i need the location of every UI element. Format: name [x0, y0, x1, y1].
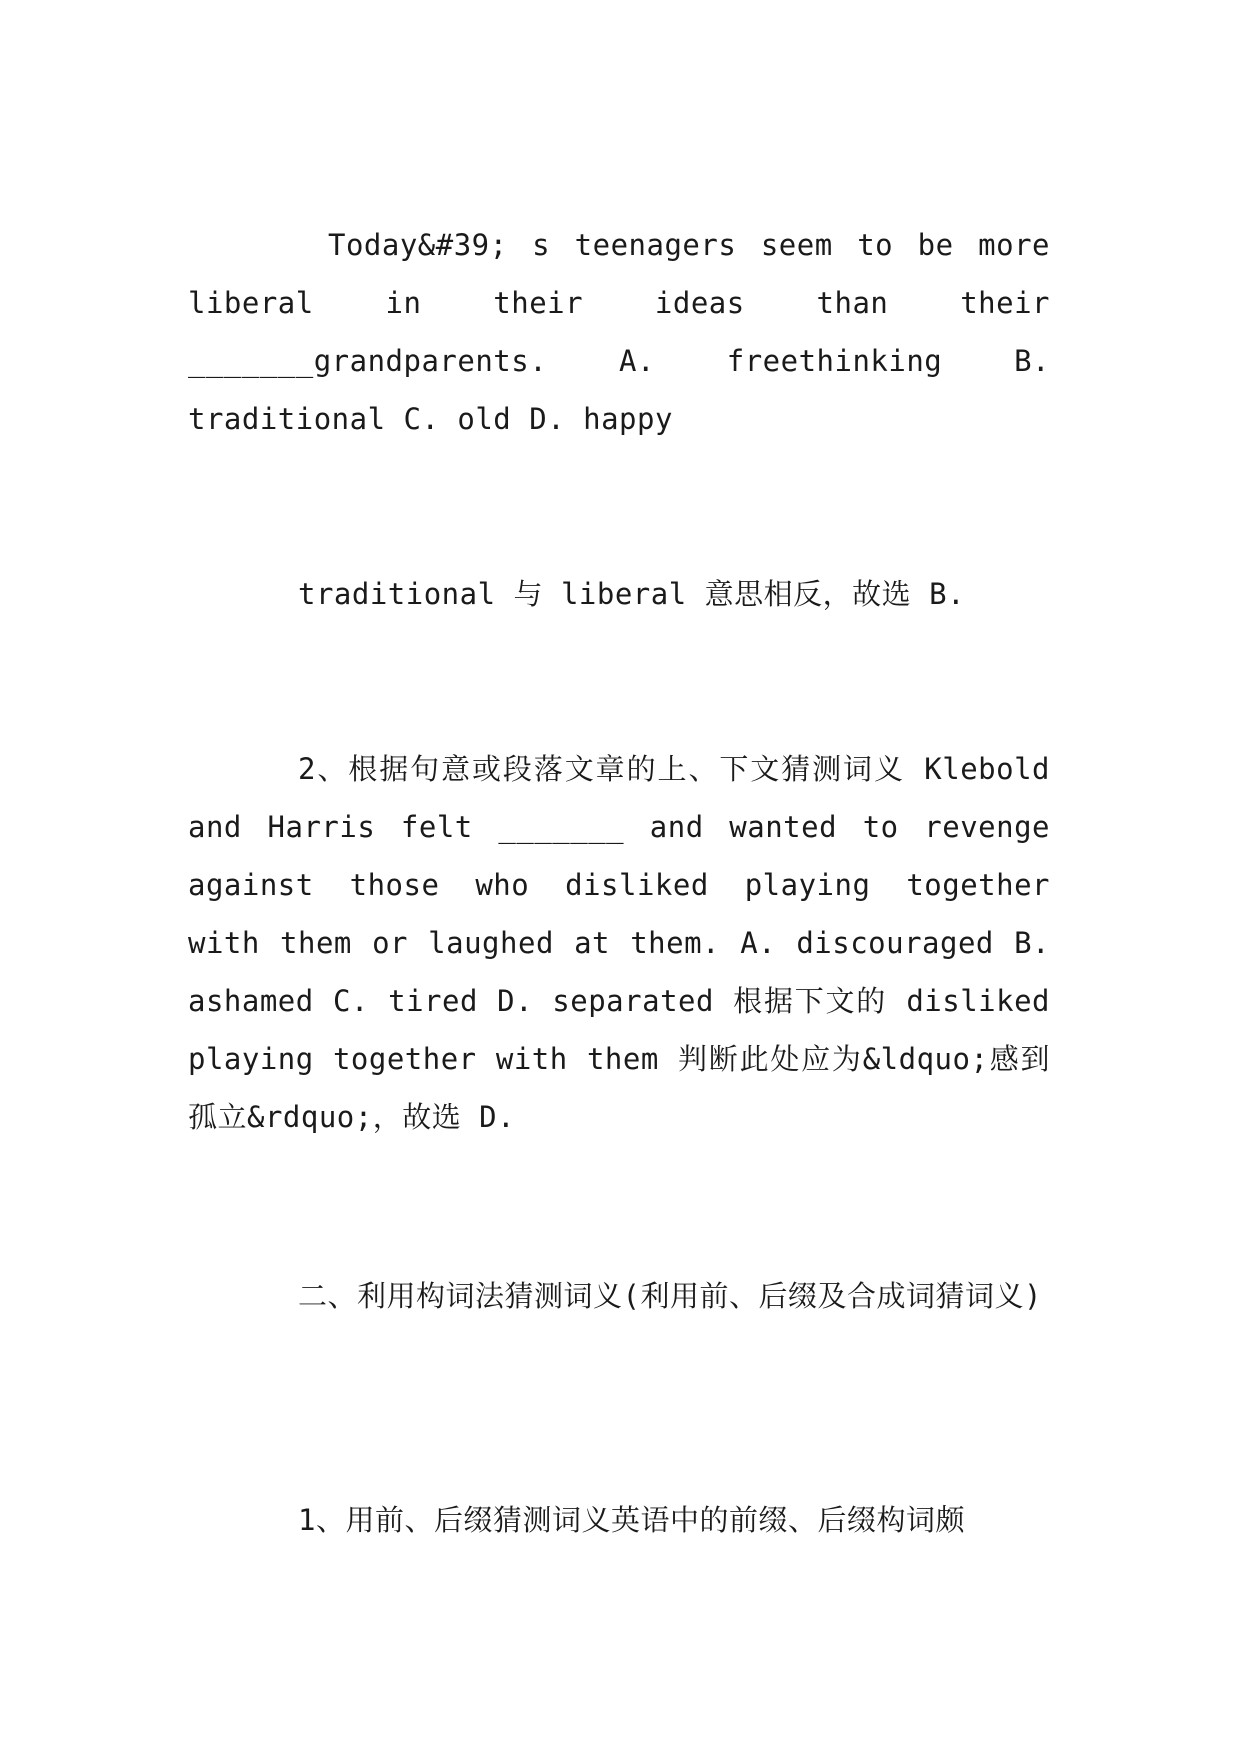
question-paragraph: Today&#39; s teenagers seem to be more liberal in their ideas than their _______grandparents. A. freethinking B. traditional C. old D. happy [188, 228, 1050, 436]
section-heading: 二、利用构词法猜测词义(利用前、后缀及合成词猜词义) [298, 1279, 1042, 1313]
answer-explanation-paragraph: traditional 与 liberal 意思相反，故选 B. [298, 577, 966, 611]
context-guess-paragraph: 2、根据句意或段落文章的上、下文猜测词义 Klebold and Harris felt _______ and wanted to revenge against those who disliked playing together with them or laughed at them. A. discouraged B. ashamed C. tired D. separated 根据下文的 disliked playing together with them 判断此处应为&ldquo;感到孤立&rdquo;，故选 D. [188, 752, 1050, 1134]
prefix-suffix-paragraph: 1、用前、后缀猜测词义英语中的前缀、后缀构词颇 [298, 1503, 965, 1537]
